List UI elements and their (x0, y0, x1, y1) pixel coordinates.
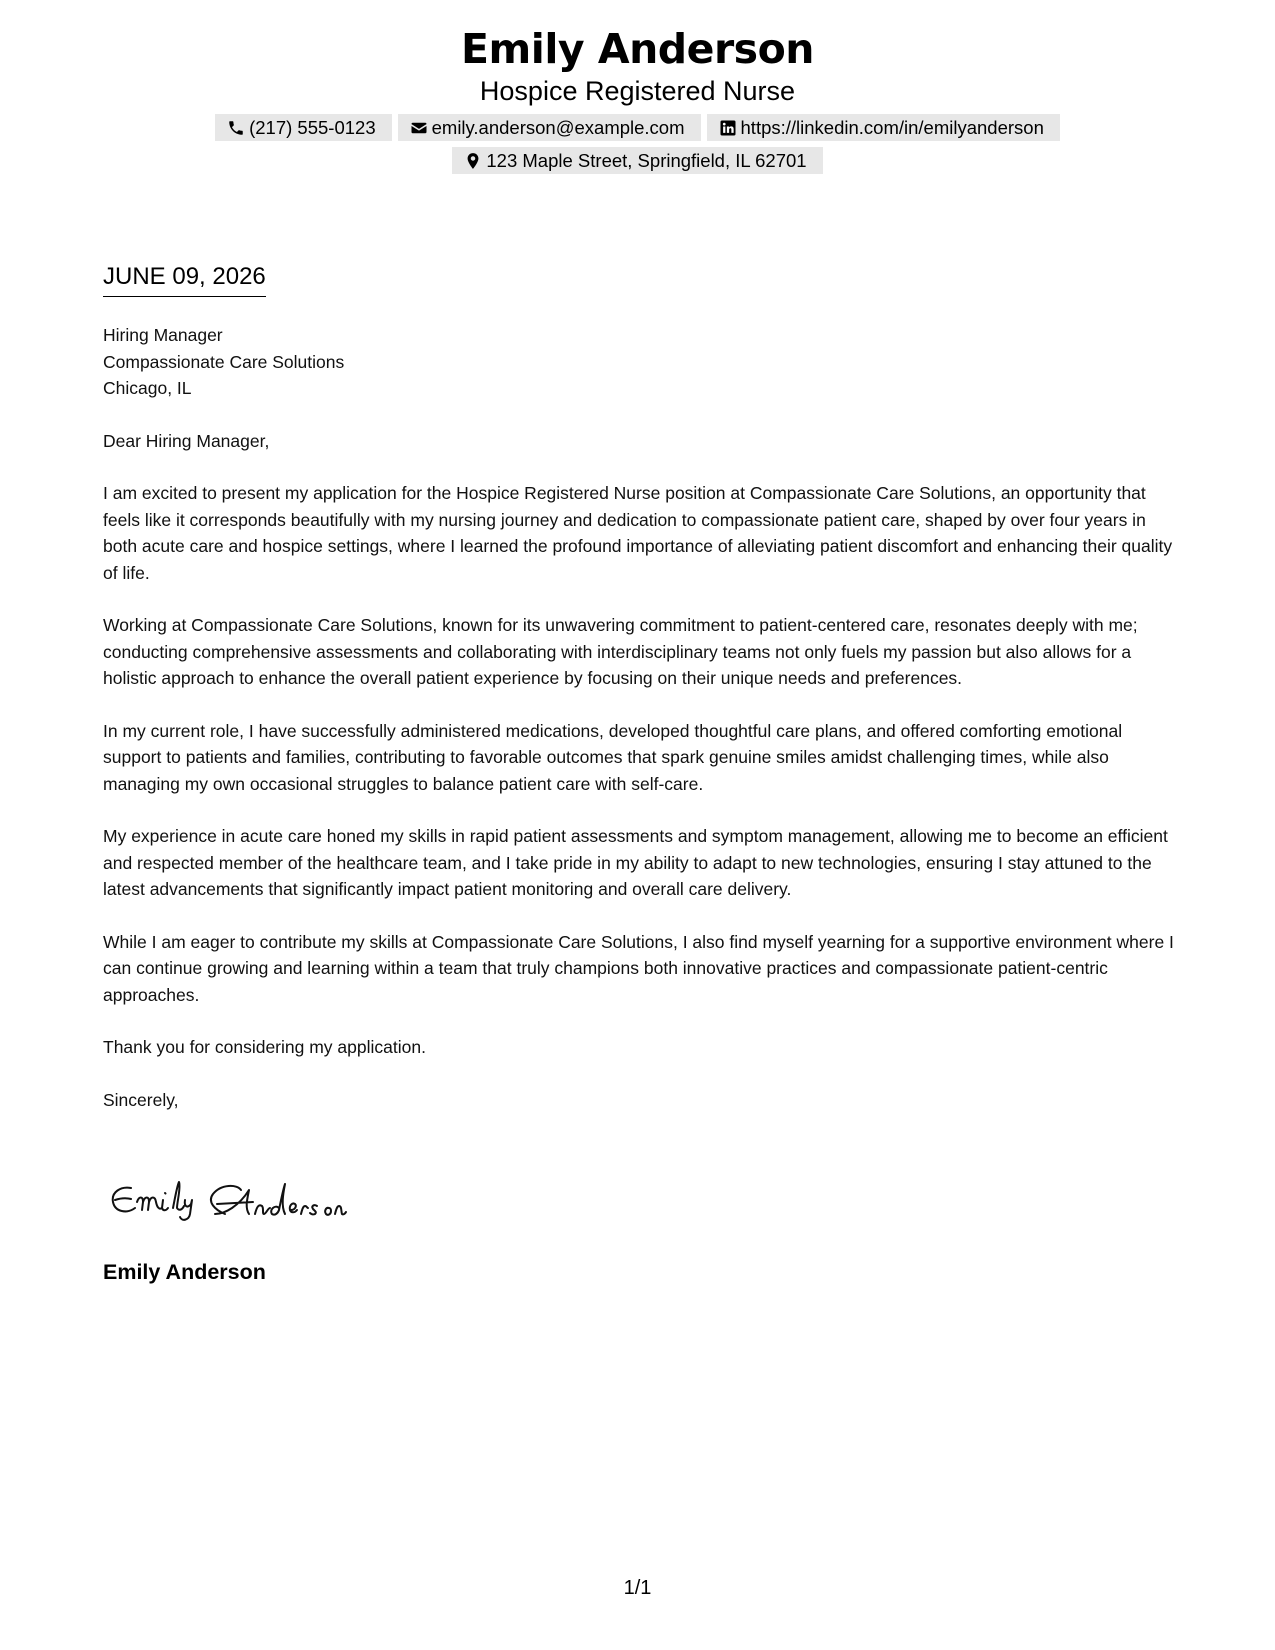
letter-date: JUNE 09, 2026 (103, 262, 266, 297)
linkedin-icon (719, 119, 737, 137)
signer-name: Emily Anderson (103, 1260, 266, 1284)
body-paragraph: Working at Compassionate Care Solutions, known for its unwavering commitment to patient-centered care, resonates deeply with me; conducting comprehensive assessments and collaborating with interdisciplinary teams not only fuels my passion but also allows for a holistic approach to enhance the overall patient experience by focusing on their unique needs and preferences. (103, 615, 1138, 688)
email-chip (398, 114, 701, 141)
applicant-title: Hospice Registered Nurse (479, 76, 796, 106)
body-paragraph: While I am eager to contribute my skills at Compassionate Care Solutions, I also find myself yearning for a supportive environment where I can continue growing and learning within a team that truly champions both innovative practices and compassionate patient-centric approaches. (103, 931, 1174, 1005)
linkedin-link[interactable]: https://linkedin.com/in/emilyanderson (740, 117, 1044, 138)
body-paragraph: My experience in acute care honed my skills in rapid patient assessments and symptom management, allowing me to become an efficient and respected member of the healthcare team, and I take pride in my ability to adapt to new technologies, ensuring I stay attuned to the latest advancements that significantly impact patient monitoring and overall care delivery. (103, 826, 1168, 899)
body-paragraph: Thank you for considering my application. (103, 1037, 426, 1057)
envelope-icon (410, 119, 428, 137)
handwritten-signature (103, 1170, 373, 1230)
date-block (103, 262, 266, 297)
body-paragraph: In my current role, I have successfully administered medications, developed thoughtful care plans, and offered comforting emotional support to patients and families, contributing to favorable outcomes that spark genuine smiles amidst challenging times, while also managing my own occasional struggles to balance patient care with self-care. (103, 720, 1123, 794)
salutation: Dear Hiring Manager, (103, 430, 270, 451)
applicant-name: Emily Anderson (461, 25, 814, 73)
phone-text: (217) 555-0123 (249, 117, 376, 138)
letter-body (103, 322, 1183, 1139)
address-chip (452, 147, 822, 174)
linkedin-chip (707, 114, 1060, 141)
body-paragraph: I am excited to present my application for the Hospice Registered Nurse position at Compassionate Care Solutions, an opportunity that feels like it corresponds beautifully with my nursing journey and dedication to compassionate patient care, shaped by over four years in both acute care and hospice settings, where I learned the profound importance of alleviating patient discomfort and enhancing their quality of life. (103, 483, 1173, 583)
recipient-line: Compassionate Care Solutions (103, 351, 345, 372)
recipient-block (103, 322, 1183, 402)
address-text: 123 Maple Street, Springfield, IL 62701 (486, 150, 807, 171)
closing: Sincerely, (103, 1089, 179, 1110)
phone-icon (227, 119, 245, 137)
recipient-line: Hiring Manager (103, 325, 223, 345)
letter-header (0, 22, 1275, 174)
recipient-line: Chicago, IL (103, 378, 192, 398)
phone-chip (215, 114, 392, 141)
map-marker-icon (464, 152, 482, 170)
contact-row (0, 114, 1275, 141)
address-row (0, 147, 1275, 174)
page-number: 1/1 (623, 1577, 652, 1599)
email-link[interactable]: emily.anderson@example.com (431, 117, 685, 138)
